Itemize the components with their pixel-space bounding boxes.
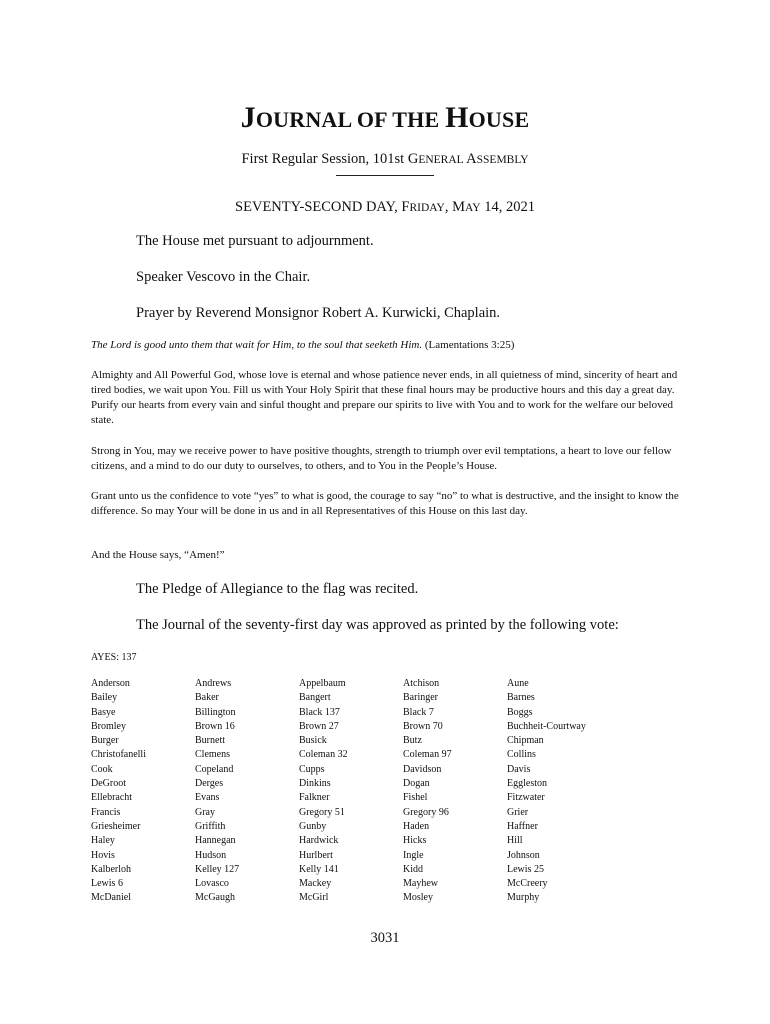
prayer-paragraph: Strong in You, may we receive power to have positive thoughts, strength to triumph over evil temptations, a heart to love our fellow citizens, and a mind to do our duty to ourselves, to others, and to You in the People’s House.	[91, 445, 672, 472]
roll-call-name: Evans	[195, 792, 220, 804]
roll-call-name: Black 7	[403, 706, 434, 718]
roll-call-name: Fishel	[403, 792, 428, 804]
roll-call-name: Bailey	[91, 692, 118, 704]
roll-call-name: Coleman 32	[299, 749, 348, 761]
roll-call-name: Baringer	[403, 692, 438, 704]
roll-call-name: Davidson	[403, 763, 442, 775]
roll-call-name: Hardwick	[299, 835, 339, 847]
roll-call-name: Buchheit-Courtway	[507, 720, 586, 732]
roll-call-name: Cupps	[299, 763, 325, 775]
roll-call-name: Burnett	[195, 735, 225, 747]
page-number: 3031	[370, 930, 400, 946]
roll-call-name: Hicks	[403, 835, 427, 847]
roll-call-name: Kelly 141	[299, 863, 339, 875]
roll-call-name: Gray	[195, 806, 215, 818]
roll-call-name: Dogan	[403, 778, 430, 790]
roll-call-name: McGirl	[299, 892, 329, 904]
roll-call-name: Lewis 6	[91, 878, 123, 890]
roll-call-name: Bangert	[299, 692, 331, 704]
roll-call-name: Bromley	[91, 720, 126, 732]
roll-call-name: Mosley	[403, 892, 433, 904]
roll-call-name: Brown 16	[195, 720, 235, 732]
title-divider	[336, 175, 434, 176]
roll-call-name: Hovis	[91, 849, 115, 861]
roll-call-name: Ellebracht	[91, 792, 133, 804]
roll-call-name: Gunby	[299, 820, 327, 832]
roll-call-name: Hudson	[195, 849, 227, 861]
roll-call-name: Falkner	[299, 792, 330, 804]
roll-call-name: Grier	[507, 806, 529, 818]
roll-call-name: Burger	[91, 735, 119, 747]
roll-call-name: Haffner	[507, 820, 538, 832]
roll-call-name: Derges	[195, 778, 224, 790]
roll-call-list	[91, 678, 691, 907]
roll-call-name: Baker	[195, 692, 219, 704]
roll-call-name: Davis	[507, 763, 531, 775]
roll-call-name: Collins	[507, 749, 536, 761]
roll-call-name: Griesheimer	[91, 820, 141, 832]
roll-call-name: Atchison	[403, 678, 440, 689]
roll-call-name: Kelley 127	[195, 863, 240, 875]
roll-call-name: Hannegan	[195, 835, 236, 847]
roll-call-name: Brown 70	[403, 720, 443, 732]
prayer-by-text: Prayer by Reverend Monsignor Robert A. Kurwicki, Chaplain.	[136, 305, 501, 321]
roll-call-name: Mackey	[299, 878, 332, 890]
roll-call-name: Copeland	[195, 763, 234, 775]
journal-title: JOURNAL OF THE HOUSE	[240, 101, 530, 134]
roll-call-name: Eggleston	[507, 778, 547, 790]
ayes-label: AYES: 137	[91, 652, 137, 663]
roll-call-name: Lovasco	[195, 878, 229, 890]
roll-call-name: Christofanelli	[91, 749, 146, 761]
roll-call-name: Clemens	[195, 749, 230, 761]
roll-call-name: Murphy	[507, 892, 540, 904]
roll-call-name: Lewis 25	[507, 863, 544, 875]
roll-call-name: Hill	[507, 835, 523, 847]
roll-call-name: Basye	[91, 706, 116, 718]
roll-call-name: Ingle	[403, 849, 424, 861]
scripture-quote	[91, 339, 514, 351]
roll-call-name: McGaugh	[195, 892, 235, 904]
roll-call-name: Butz	[403, 735, 422, 747]
roll-call-name: Barnes	[507, 692, 535, 704]
pledge-text: The Pledge of Allegiance to the flag was recited.	[136, 581, 419, 597]
roll-call-name: Haley	[91, 835, 115, 847]
prayer-paragraph: Almighty and All Powerful God, whose love is eternal and whose patience never ends, in all quietness of mind, sincerity of heart and tired bodies, we wait upon You. Fill us with Your Holy Spirit that these final hours may be productive hours and this day a great day. Purify our hearts from every vain and sinful thought and prepare our spirits to live with You and to work for the welfare our beloved state.	[91, 369, 678, 426]
roll-call-name: Gregory 96	[403, 806, 449, 818]
quote-text: The Lord is good unto them that wait for Him, to the soul that seeketh Him.	[91, 339, 423, 351]
journal-approval-text: The Journal of the seventy-first day was approved as printed by the following vote:	[136, 617, 619, 633]
prayer-paragraph: Grant unto us the confidence to vote “yes” to what is good, the courage to say “no” to what is destructive, and the insight to know the difference. So may Your will be done in us and in all Representatives of this House on this last day.	[91, 490, 679, 517]
roll-call-name: Andrews	[195, 678, 232, 689]
roll-call-name: Billington	[195, 706, 236, 718]
roll-call-name: Chipman	[507, 735, 544, 747]
roll-call-name: Johnson	[507, 849, 540, 861]
roll-call-name: Griffith	[195, 820, 226, 832]
prayer-paragraph: And the House says, “Amen!”	[91, 549, 225, 561]
roll-call-name: Cook	[91, 763, 113, 775]
session-line: First Regular Session, 101st GENERAL ASSEMBLY	[241, 151, 529, 167]
roll-call-name: Appelbaum	[299, 678, 346, 689]
adjournment-text: The House met pursuant to adjournment.	[136, 233, 374, 249]
roll-call-name: Dinkins	[299, 778, 331, 790]
roll-call-name: Francis	[91, 806, 121, 818]
roll-call-name: Brown 27	[299, 720, 339, 732]
roll-call-name: Mayhew	[403, 878, 438, 890]
roll-call-name: Boggs	[507, 706, 533, 718]
day-line: SEVENTY-SECOND DAY, FRIDAY, MAY 14, 2021	[235, 199, 535, 215]
roll-call-name: Gregory 51	[299, 806, 345, 818]
roll-call-name: Coleman 97	[403, 749, 452, 761]
roll-call-name: Kalberloh	[91, 863, 131, 875]
roll-call-name: DeGroot	[91, 778, 126, 790]
roll-call-name: Anderson	[91, 678, 130, 689]
roll-call-name: Hurlbert	[299, 849, 333, 861]
quote-citation: (Lamentations 3:25)	[422, 339, 515, 351]
roll-call-name: McCreery	[507, 878, 548, 890]
roll-call-name: Fitzwater	[507, 792, 545, 804]
roll-call-name: Aune	[507, 678, 529, 689]
roll-call-name: Haden	[403, 820, 430, 832]
roll-call-name: Kidd	[403, 863, 423, 875]
speaker-text: Speaker Vescovo in the Chair.	[136, 269, 311, 285]
roll-call-name: Black 137	[299, 706, 340, 718]
roll-call-name: McDaniel	[91, 892, 131, 904]
roll-call-name: Busick	[299, 735, 327, 747]
